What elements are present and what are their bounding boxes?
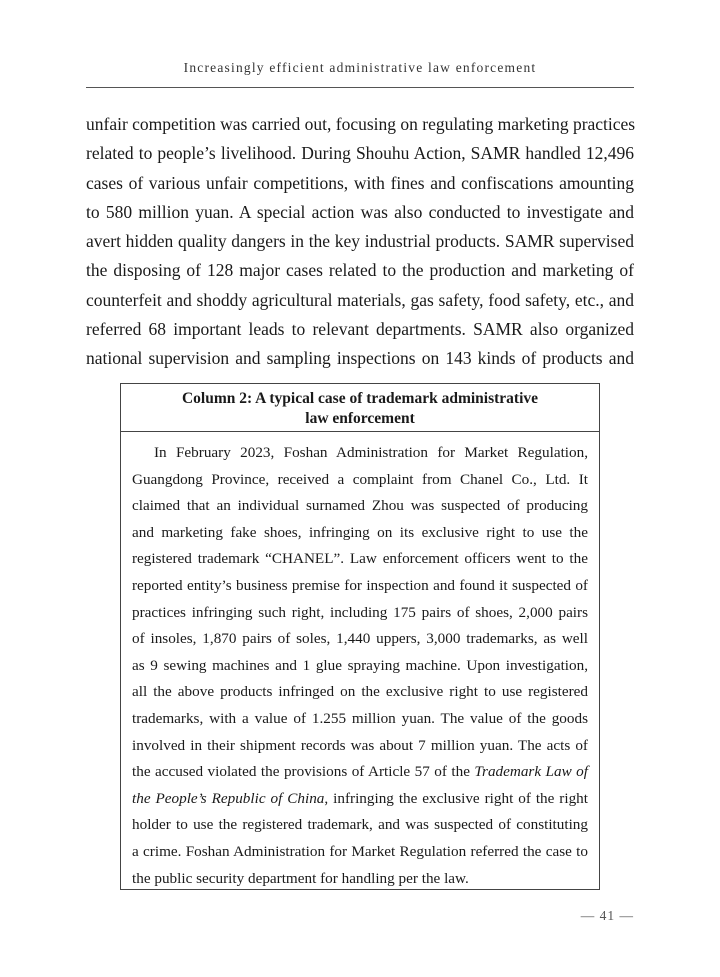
header-rule xyxy=(86,87,634,88)
column-line: practices infringing such right, including 175 pairs of shoes, 2,000 pairs xyxy=(132,603,588,621)
column-line: registered trademark “CHANEL”. Law enforcement officers went to the xyxy=(132,550,588,568)
column-line: Guangdong Province, received a complaint from Chanel Co., Ltd. It xyxy=(132,470,588,488)
case-column-box xyxy=(120,383,600,890)
column-line: and marketing fake shoes, infringing on its exclusive right to use the xyxy=(132,523,588,541)
body-line: national supervision and sampling inspections on 143 kinds of products and xyxy=(86,348,634,369)
running-header: Increasingly efficient administrative law enforcement xyxy=(183,60,537,75)
column-body xyxy=(121,432,599,892)
column-title xyxy=(121,384,599,432)
column-line: a crime. Foshan Administration for Market Regulation referred the case to xyxy=(132,842,588,860)
column-line xyxy=(132,786,588,813)
law-title-italic: Trademark Law of xyxy=(474,763,588,781)
column-line: holder to use the registered trademark, and was suspected of constituting xyxy=(132,816,588,834)
column-line: involved in their shipment records was about 7 million yuan. The acts of xyxy=(132,736,588,754)
column-line: reported entity’s business premise for inspection and found it suspected of xyxy=(132,576,588,594)
body-line: referred 68 important leads to relevant departments. SAMR also organized xyxy=(86,319,634,340)
body-paragraph xyxy=(86,110,634,374)
column-line: claimed that an individual surnamed Zhou was suspected of producing xyxy=(132,497,588,515)
column-line: trademarks, with a value of 1.255 million yuan. The value of the goods xyxy=(132,709,588,727)
body-line: to 580 million yuan. A special action was also conducted to investigate and xyxy=(86,201,634,222)
column-title-line: Column 2: A typical case of trademark administrative xyxy=(181,390,539,407)
body-line: related to people’s livelihood. During Shouhu Action, SAMR handled 12,496 xyxy=(86,143,634,164)
body-line: avert hidden quality dangers in the key industrial products. SAMR supervised xyxy=(86,231,634,252)
law-title-italic: the People’s Republic of China xyxy=(132,789,325,807)
column-line: as 9 sewing machines and 1 glue spraying machine. Upon investigation, xyxy=(132,656,588,674)
column-title-line: law enforcement xyxy=(305,410,415,427)
column-line: the public security department for handling per the law. xyxy=(132,869,469,887)
column-line-text: , infringing the exclusive right of the right xyxy=(324,789,588,807)
body-line: counterfeit and shoddy agricultural materials, gas safety, food safety, etc., and xyxy=(86,289,634,310)
body-line: unfair competition was carried out, focusing on regulating marketing practices xyxy=(86,114,636,134)
column-line xyxy=(132,759,588,786)
page-number: — 41 — xyxy=(580,908,634,923)
column-line: of insoles, 1,870 pairs of soles, 1,440 uppers, 3,000 trademarks, as well xyxy=(132,630,588,648)
body-line: the disposing of 128 major cases related to the production and marketing of xyxy=(86,260,634,281)
column-line: In February 2023, Foshan Administration for Market Regulation, xyxy=(154,444,588,461)
column-line: all the above products infringed on the exclusive right to use registered xyxy=(132,683,588,701)
body-line: cases of various unfair competitions, with fines and confiscations amounting xyxy=(86,172,634,193)
column-line-text: the accused violated the provisions of Article 57 of the xyxy=(132,763,475,781)
